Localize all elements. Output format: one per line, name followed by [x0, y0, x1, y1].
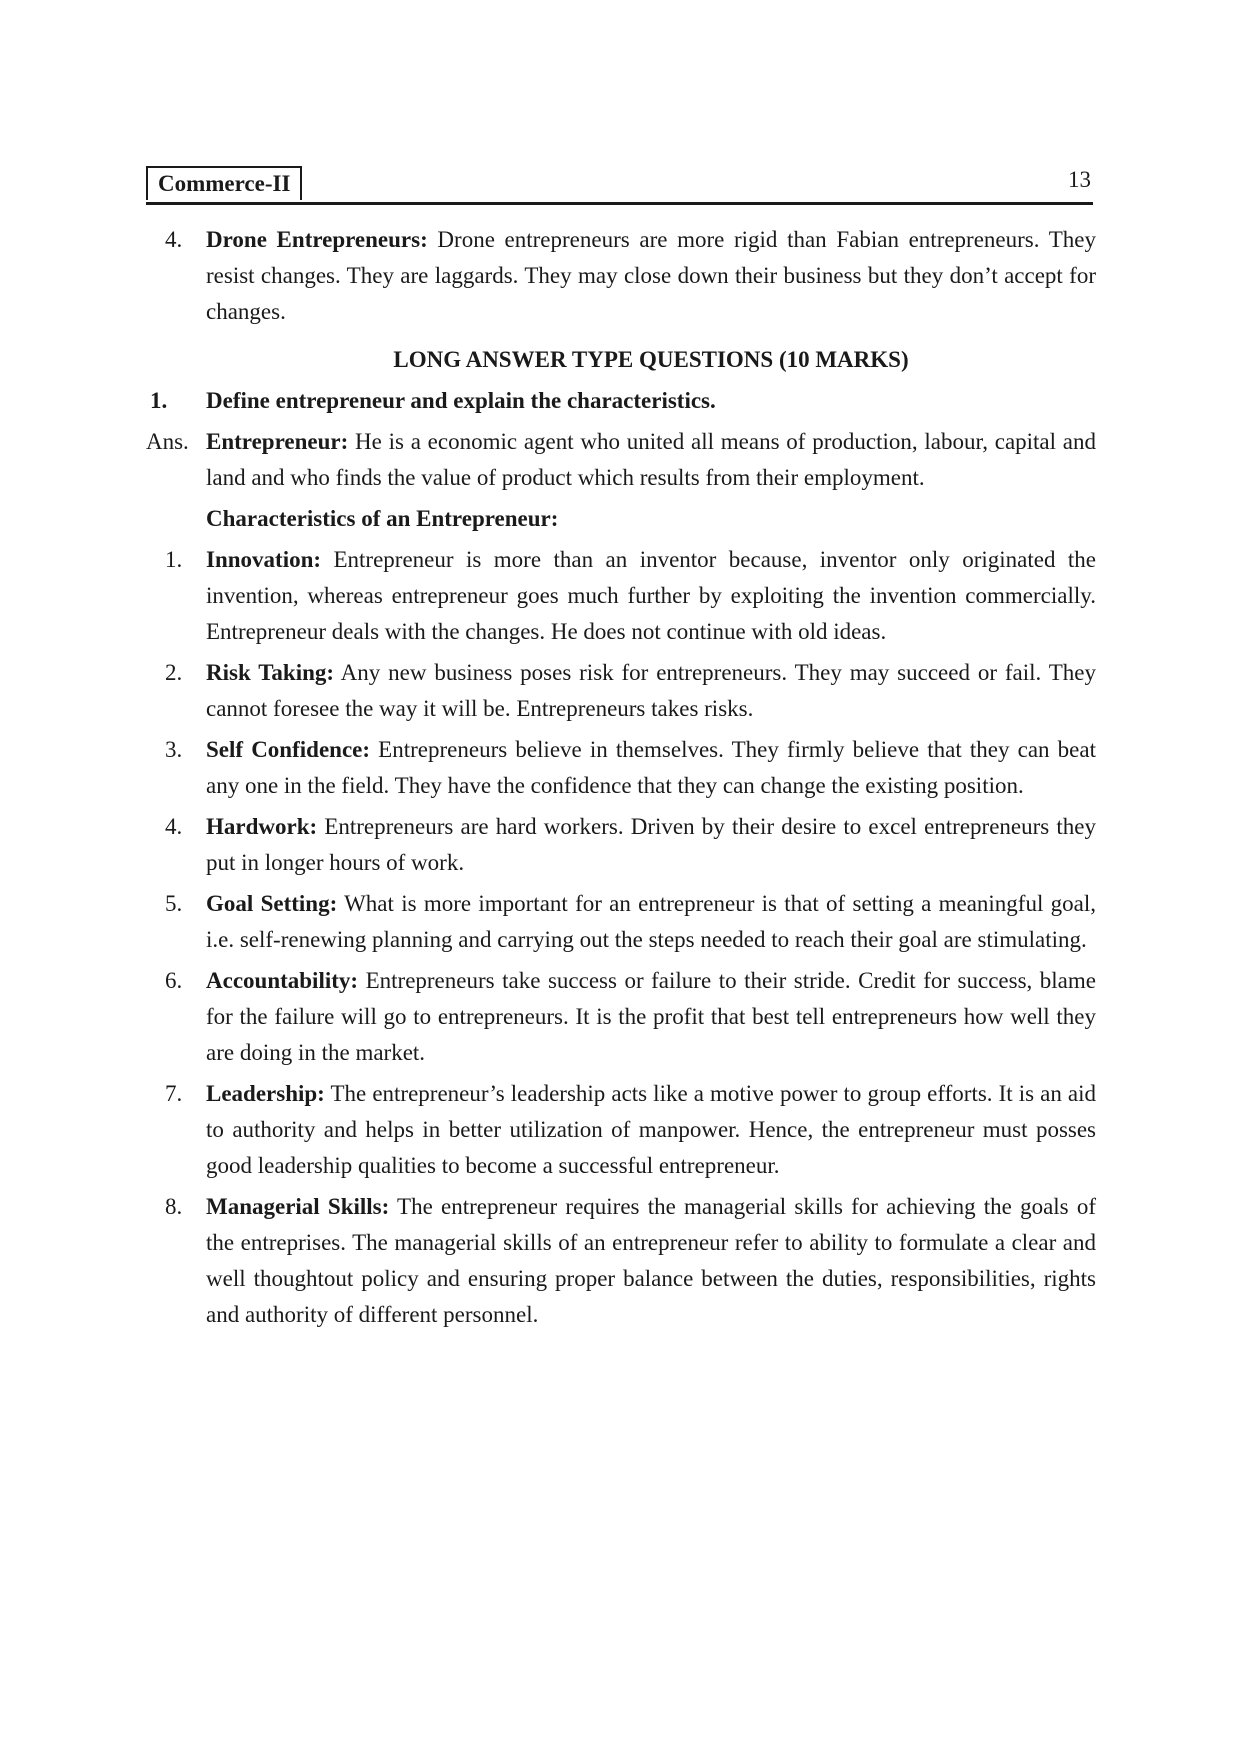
answer-label: Ans. — [146, 429, 189, 454]
item-text: Drone entrepreneurs are more rigid than Fabian entrepreneurs. They resist changes. They are laggards. They may close down their business but they don’t accept for changes. — [206, 227, 1096, 324]
item-lead: Managerial Skills: — [206, 1194, 390, 1219]
question-text: Define entrepreneur and explain the characteristics. — [206, 388, 716, 413]
item-text: Any new business poses risk for entrepreneurs. They may succeed or fail. They cannot foresee the way it will be. Entrepreneurs takes risks. — [206, 660, 1096, 721]
characteristic-item — [146, 542, 1096, 650]
item-number: 5. — [165, 891, 183, 916]
item-number: 2. — [165, 660, 183, 685]
answer-text: He is a economic agent who united all means of production, labour, capital and land and who finds the value of product which results from their employment. — [206, 429, 1096, 490]
item-text: The entrepreneur requires the managerial skills for achieving the goals of the entreprises. The managerial skills of an entrepreneur refer to ability to formulate a clear and well thoughtout policy and ensuring proper balance between the duties, responsibilities, rights and authority of different personnel. — [206, 1194, 1096, 1327]
question — [146, 383, 1096, 419]
subject-label: Commerce-II — [146, 166, 302, 200]
item-text: Entrepreneurs believe in themselves. They firmly believe that they can beat any one in the field. They have the confidence that they can change the existing position. — [206, 737, 1096, 798]
characteristic-item — [146, 732, 1096, 804]
question-number: 1. — [150, 388, 168, 413]
item-number: 8. — [165, 1194, 183, 1219]
item-lead: Hardwork: — [206, 814, 318, 839]
item-text: The entrepreneur’s leadership acts like a motive power to group efforts. It is an aid to authority and helps in better utilization of manpower. Hence, the entrepreneur must posses good leadership qualities to become a successful entrepreneur. — [206, 1081, 1096, 1178]
item-lead: Leadership: — [206, 1081, 325, 1106]
item-number: 7. — [165, 1081, 183, 1106]
item-lead: Innovation: — [206, 547, 322, 572]
characteristics-title: Characteristics of an Entrepreneur: — [206, 506, 559, 531]
item-number: 4. — [165, 814, 183, 839]
item-text: Entrepreneurs are hard workers. Driven by their desire to excel entrepreneurs they put in longer hours of work. — [206, 814, 1096, 875]
page-header — [146, 164, 1093, 205]
item-text: Entrepreneurs take success or failure to their stride. Credit for success, blame for the failure will go to entrepreneurs. It is the profit that best tell entrepreneurs how well they are doing in the market. — [206, 968, 1096, 1065]
item-text: Entrepreneur is more than an inventor because, inventor only originated the invention, whereas entrepreneur goes much further by exploiting the invention commercially. Entrepreneur deals with the changes. He does not continue with old ideas. — [206, 547, 1096, 644]
item-number: 1. — [165, 547, 183, 572]
page-number: 13 — [1068, 167, 1091, 192]
item-lead: Drone Entrepreneurs: — [206, 227, 428, 252]
item-lead: Accountability: — [206, 968, 359, 993]
characteristic-item — [146, 1076, 1096, 1184]
item-lead: Self Confidence: — [206, 737, 371, 762]
characteristic-item — [146, 1189, 1096, 1333]
item-lead: Risk Taking: — [206, 660, 335, 685]
page-content — [146, 222, 1096, 1338]
item-number: 4. — [165, 227, 183, 252]
answer — [146, 424, 1096, 496]
characteristic-item — [146, 886, 1096, 958]
item-number: 6. — [165, 968, 183, 993]
characteristic-item — [146, 809, 1096, 881]
characteristic-item — [146, 655, 1096, 727]
answer-lead: Entrepreneur: — [206, 429, 349, 454]
item-lead: Goal Setting: — [206, 891, 338, 916]
item-number: 3. — [165, 737, 183, 762]
section-title: LONG ANSWER TYPE QUESTIONS (10 MARKS) — [393, 347, 909, 372]
item-text: What is more important for an entrepreneur is that of setting a meaningful goal, i.e. self-renewing planning and carrying out the steps needed to reach their goal are stimulating. — [206, 891, 1096, 952]
list-item-drone-entrepreneurs — [146, 222, 1096, 330]
characteristic-item — [146, 963, 1096, 1071]
